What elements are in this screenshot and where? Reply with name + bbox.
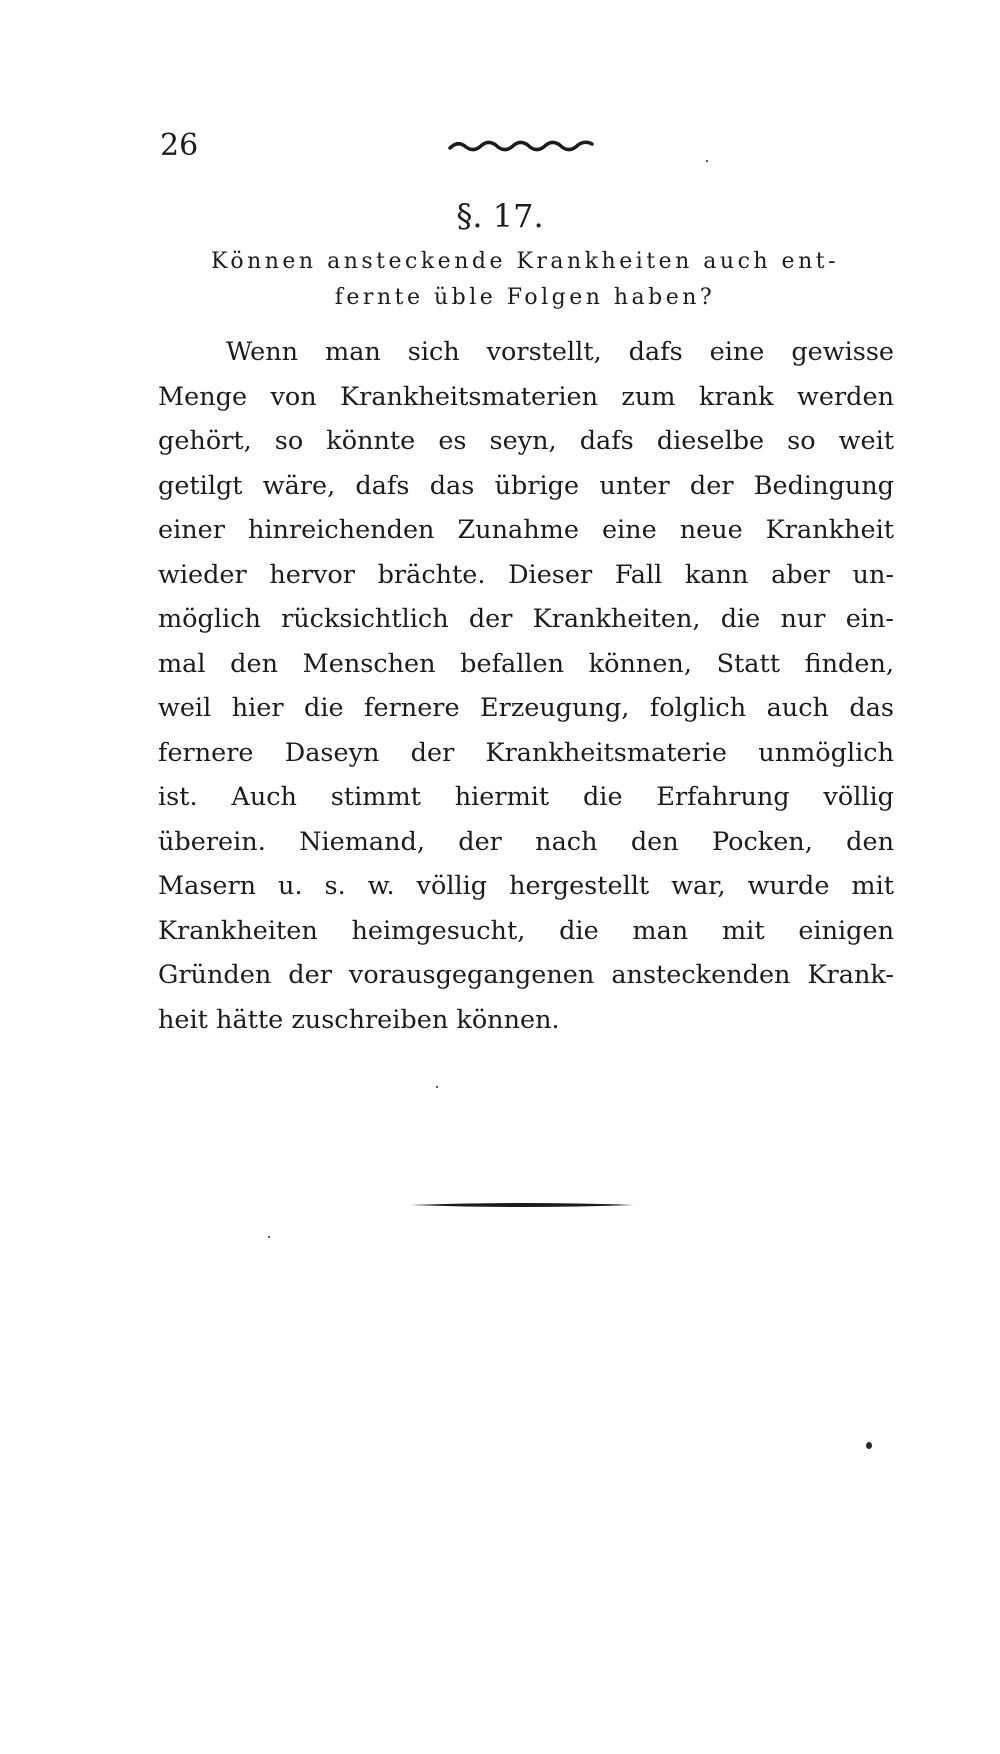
section-title bbox=[160, 244, 890, 316]
body-line: weil hier die fernere Erzeugung, folglich auch das bbox=[158, 693, 894, 723]
ink-speck bbox=[268, 1236, 270, 1238]
header-ornament bbox=[448, 136, 594, 156]
page-number: 26 bbox=[160, 128, 199, 163]
body-line: fernere Daseyn der Krankheitsmaterie unmöglich bbox=[158, 737, 894, 768]
body-line: wieder hervor brächte. Dieser Fall kann aber un- bbox=[158, 559, 894, 590]
body-line: Masern u. s. w. völlig hergestellt war, wurde mit bbox=[158, 871, 894, 901]
ink-speck bbox=[866, 1442, 872, 1449]
body-line: gehört, so könnte es seyn, dafs dieselbe so weit bbox=[158, 426, 894, 456]
ink-speck bbox=[706, 160, 708, 162]
section-title-line: Können ansteckende Krankheiten auch ent- bbox=[210, 249, 840, 274]
body-line: Wenn man sich vorstellt, dafs eine gewisse bbox=[226, 337, 894, 367]
body-line: möglich rücksichtlich der Krankheiten, die nur ein- bbox=[158, 604, 894, 634]
section-number: §. 17. bbox=[456, 197, 544, 235]
body-line: heit hätte zuschreiben können. bbox=[158, 1004, 560, 1035]
body-line: Krankheiten heimgesucht, die man mit einigen bbox=[158, 915, 894, 946]
body-line: überein. Niemand, der nach den Pocken, den bbox=[158, 826, 894, 857]
body-line: ist. Auch stimmt hiermit die Erfahrung völlig bbox=[158, 782, 894, 812]
ink-speck bbox=[436, 1086, 438, 1088]
section-end-rule bbox=[410, 1200, 634, 1210]
body-line: einer hinreichenden Zunahme eine neue Krankheit bbox=[158, 515, 894, 545]
body-line: Menge von Krankheitsmaterien zum krank werden bbox=[158, 381, 894, 412]
body-line: getilgt wäre, dafs das übrige unter der Bedingung bbox=[158, 470, 894, 501]
body-line: mal den Menschen befallen können, Statt finden, bbox=[158, 648, 894, 679]
section-title-line: fernte üble Folgen haben? bbox=[334, 285, 716, 310]
body-line: Gründen der vorausgegangenen ansteckenden Krank- bbox=[158, 960, 894, 990]
body-paragraph bbox=[158, 330, 894, 1042]
